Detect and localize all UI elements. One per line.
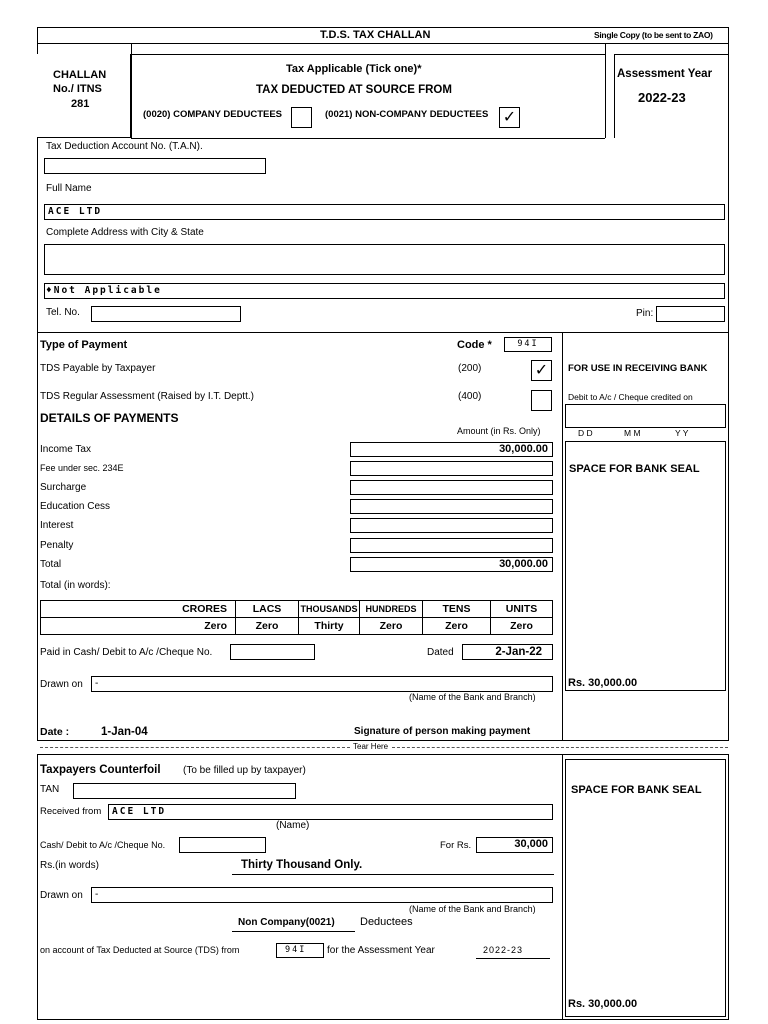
bank-amount: Rs. 30,000.00 (568, 677, 638, 689)
pin-field[interactable] (656, 306, 725, 322)
row-label-penalty: Penalty (40, 540, 74, 551)
deductee-type: Non Company(0021) (238, 917, 335, 928)
tds-payable-checkbox[interactable]: ✓ (531, 360, 552, 381)
amount-total[interactable]: 30,000.00 (350, 557, 553, 572)
words-header-tens: TENS (423, 601, 491, 618)
tel-label: Tel. No. (46, 307, 80, 318)
dated-field[interactable]: 2-Jan-22 (462, 644, 553, 660)
counterfoil-subtitle: (To be filled up by taxpayer) (183, 765, 306, 776)
counterfoil-ay-value: 2022-23 (483, 945, 524, 955)
paid-label: Paid in Cash/ Debit to A/c /Cheque No. (40, 647, 213, 658)
tds-payable-label: TDS Payable by Taxpayer (40, 363, 156, 374)
amount-income-tax[interactable]: 30,000.00 (350, 442, 553, 457)
tel-field[interactable] (91, 306, 241, 322)
bank-branch-note: (Name of the Bank and Branch) (409, 692, 536, 702)
words-value-thousands: Thirty (299, 618, 360, 635)
words-header-units: UNITS (491, 601, 553, 618)
for-rs-field[interactable]: 30,000 (476, 837, 553, 853)
tear-line-left (40, 747, 350, 748)
assessment-year-label: Assessment Year (617, 68, 713, 80)
counterfoil-cheque-field[interactable] (179, 837, 266, 853)
words-value-tens: Zero (423, 618, 491, 635)
counterfoil-seal-box (565, 759, 726, 1017)
full-name-field[interactable]: ACE LTD (44, 204, 725, 220)
not-applicable-field: ♦Not Applicable (44, 283, 725, 299)
code-field[interactable]: 94I (504, 337, 552, 352)
counterfoil-amount: Rs. 30,000.00 (568, 998, 638, 1010)
address-label: Complete Address with City & State (46, 227, 204, 238)
words-value-hundreds: Zero (360, 618, 423, 635)
counterfoil-seal-label: SPACE FOR BANK SEAL (571, 784, 702, 796)
drawn-on-field[interactable]: - (91, 676, 553, 692)
itns-number: 281 (71, 98, 90, 110)
words-value-crores: Zero (41, 618, 236, 635)
row-label-surcharge: Surcharge (40, 482, 87, 493)
name-note: (Name) (276, 820, 310, 831)
type-of-payment-label: Type of Payment (40, 339, 128, 351)
company-deductees-label: (0020) COMPANY DEDUCTEES (143, 109, 283, 120)
row-label-education-cess: Education Cess (40, 501, 111, 512)
tan-field[interactable] (44, 158, 266, 174)
words-header-crores: CRORES (41, 601, 236, 618)
itns-label: No./ ITNS (53, 83, 102, 95)
words-header-thousands: THOUSANDS (299, 601, 360, 618)
noncompany-deductees-label: (0021) NON-COMPANY DEDUCTEES (325, 109, 489, 120)
amount-header: Amount (in Rs. Only) (457, 426, 541, 436)
row-label-total: Total (40, 559, 62, 570)
tds-payable-code: (200) (458, 363, 482, 374)
tax-applicable-label: Tax Applicable (Tick one)* (286, 63, 422, 75)
amount-penalty[interactable] (350, 538, 553, 553)
dated-label: Dated (427, 647, 454, 658)
receiving-bank-label: FOR USE IN RECEIVING BANK (568, 363, 708, 374)
counterfoil-bank-note: (Name of the Bank and Branch) (409, 904, 536, 914)
tds-from-label: TAX DEDUCTED AT SOURCE FROM (256, 84, 452, 96)
pin-label: Pin: (636, 308, 654, 319)
bank-seal-label: SPACE FOR BANK SEAL (569, 463, 700, 475)
total-in-words-label: Total (in words): (40, 580, 111, 591)
date-label: Date : (40, 726, 70, 738)
counterfoil-drawn-field[interactable]: - (91, 887, 553, 903)
details-heading: DETAILS OF PAYMENTS (40, 411, 179, 425)
form-title: T.D.S. TAX CHALLAN (320, 29, 431, 41)
tear-line-right (392, 747, 728, 748)
words-header-hundreds: HUNDREDS (360, 601, 423, 618)
amount-interest[interactable] (350, 518, 553, 533)
row-label-fee-234e: Fee under sec. 234E (40, 463, 124, 473)
tan-label: Tax Deduction Account No. (T.A.N). (46, 141, 203, 152)
amount-education-cess[interactable] (350, 499, 553, 514)
words-table (40, 600, 553, 635)
for-ay-label: for the Assessment Year (327, 945, 435, 956)
received-from-field[interactable]: ACE LTD (108, 804, 553, 820)
counterfoil-tan-field[interactable] (73, 783, 296, 799)
signature-label: Signature of person making payment (354, 726, 531, 737)
assessment-year-value: 2022-23 (638, 90, 686, 105)
debit-credited-label: Debit to A/c / Cheque credited on (568, 392, 693, 402)
regular-assessment-code: (400) (458, 391, 482, 402)
date-dd: D D (578, 428, 593, 438)
date-yy: Y Y (675, 428, 689, 438)
regular-assessment-checkbox[interactable] (531, 390, 552, 411)
cheque-number-field[interactable] (230, 644, 315, 660)
regular-assessment-label: TDS Regular Assessment (Raised by I.T. Deptt.) (40, 391, 254, 402)
row-label-income-tax: Income Tax (40, 444, 91, 455)
for-rs-label: For Rs. (440, 840, 472, 851)
date-mm: M M (624, 428, 641, 438)
challan-label: CHALLAN (53, 69, 107, 81)
date-value: 1-Jan-04 (101, 726, 148, 738)
counterfoil-drawn-label: Drawn on (40, 890, 83, 901)
amount-surcharge[interactable] (350, 480, 553, 495)
rs-in-words-value: Thirty Thousand Only. (241, 859, 363, 871)
challan-number-box (37, 54, 131, 138)
deductees-label: Deductees (360, 916, 413, 928)
drawn-on-label: Drawn on (40, 679, 83, 690)
bank-seal-box (565, 441, 726, 691)
code-label: Code * (457, 339, 492, 351)
counterfoil-title: Taxpayers Counterfoil (40, 764, 161, 776)
row-label-interest: Interest (40, 520, 74, 531)
received-from-label: Received from (40, 806, 102, 817)
copy-note: Single Copy (to be sent to ZAO) (594, 30, 713, 40)
amount-fee-234e[interactable] (350, 461, 553, 476)
tear-here-label: Tear Here (353, 742, 389, 751)
counterfoil-cash-label: Cash/ Debit to A/c /Cheque No. (40, 840, 166, 850)
full-name-label: Full Name (46, 183, 92, 194)
noncompany-deductees-checkbox[interactable]: ✓ (499, 107, 520, 128)
on-account-label: on account of Tax Deducted at Source (TDS) from (40, 945, 240, 955)
debit-date-field[interactable] (565, 404, 726, 428)
words-value-lacs: Zero (236, 618, 299, 635)
company-deductees-checkbox[interactable] (291, 107, 312, 128)
address-field[interactable] (44, 244, 725, 275)
counterfoil-code-field[interactable]: 94I (276, 943, 324, 958)
words-value-units: Zero (491, 618, 553, 635)
counterfoil-tan-label: TAN (40, 784, 60, 795)
rs-in-words-label: Rs.(in words) (40, 860, 99, 871)
words-header-lacs: LACS (236, 601, 299, 618)
